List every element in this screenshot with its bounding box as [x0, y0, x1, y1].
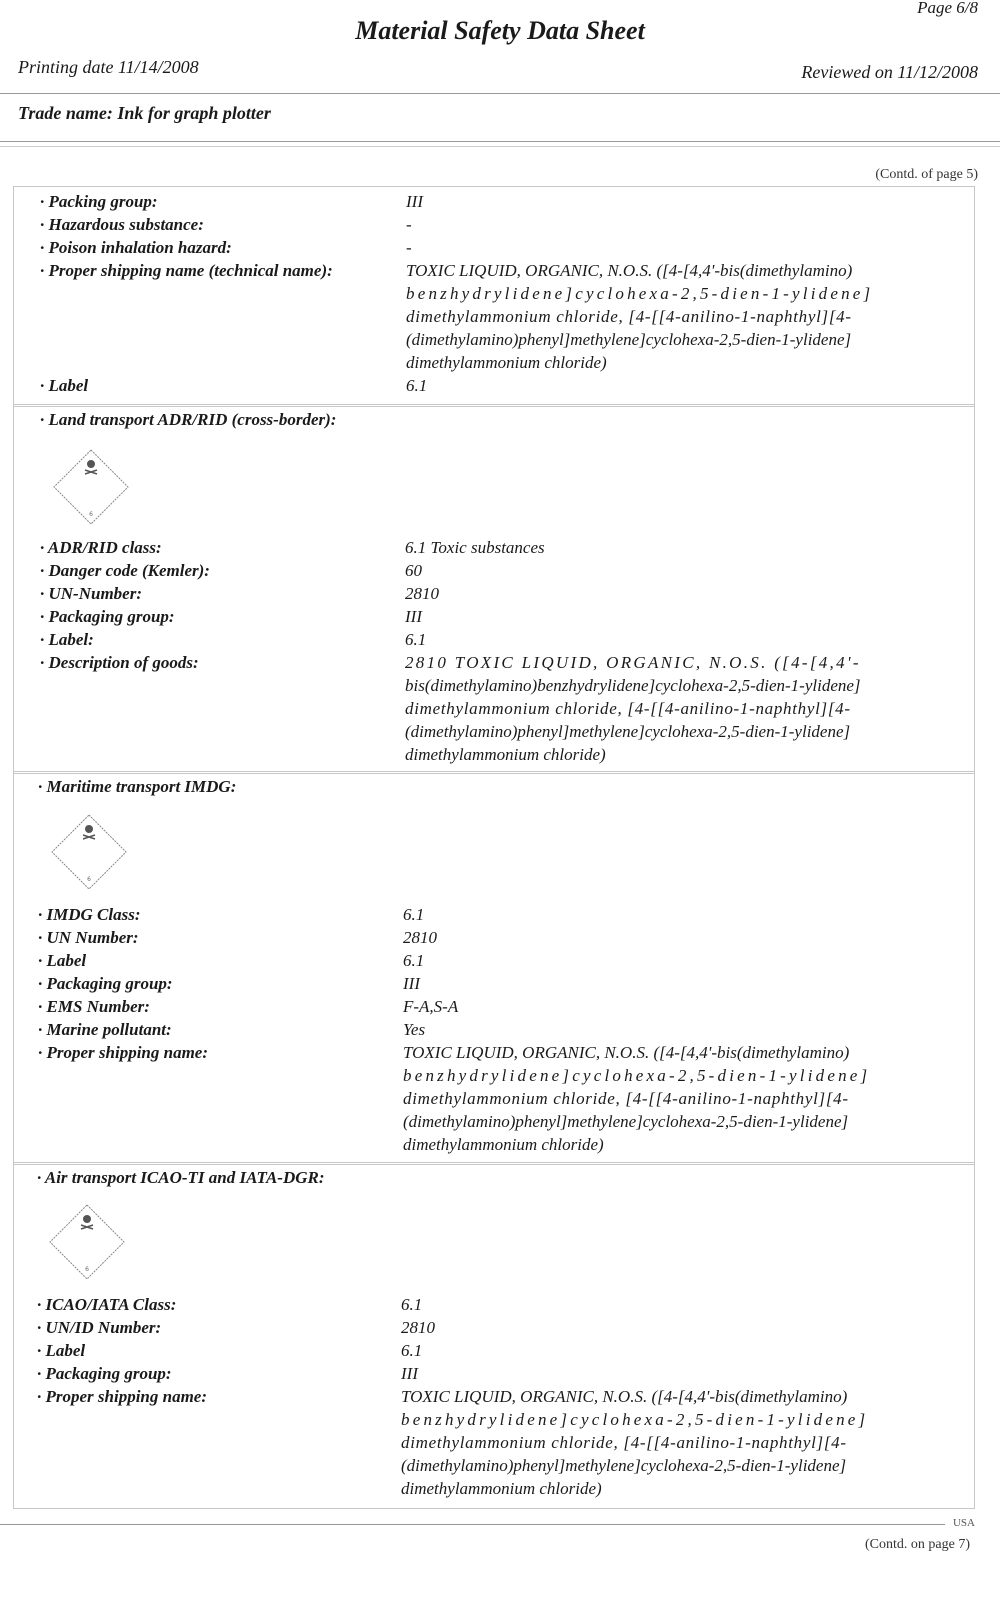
field-value: [403, 1041, 958, 1156]
adr-heading: · Land transport ADR/RID (cross-border):: [40, 410, 337, 429]
field-value: 2810: [405, 584, 439, 603]
value-line: TOXIC LIQUID, ORGANIC, N.O.S. ([4-[4,4'-bis(dimethylamino): [403, 1043, 850, 1062]
field-label: · UN Number:: [38, 928, 139, 947]
field-label: · Packaging group:: [38, 974, 173, 993]
field-value: III: [405, 607, 422, 626]
value-line: dimethylammonium chloride, [4-[[4-anilino-1-naphthyl][4-: [405, 699, 851, 718]
value-line: dimethylammonium chloride): [405, 745, 606, 764]
value-line: dimethylammonium chloride): [403, 1135, 604, 1154]
value-line: (dimethylamino)phenyl]methylene]cyclohexa-2,5-dien-1-ylidene]: [405, 722, 851, 741]
field-label: · Proper shipping name:: [37, 1387, 208, 1406]
field-value: 6.1: [403, 951, 425, 970]
field-label: · Marine pollutant:: [38, 1020, 172, 1039]
field-label: · EMS Number:: [38, 997, 150, 1016]
field-value: 6.1: [401, 1341, 423, 1360]
value-line: 2810 TOXIC LIQUID, ORGANIC, N.O.S. ([4-[4,4'-: [405, 653, 861, 672]
hazard-class-number: 6: [87, 876, 91, 883]
field-value: 60: [405, 561, 422, 580]
continued-from: (Contd. of page 5): [875, 167, 978, 182]
toxic-hazard-label-icon: [52, 448, 130, 526]
field-label: · Hazardous substance:: [40, 215, 204, 234]
value-line: (dimethylamino)phenyl]methylene]cyclohexa-2,5-dien-1-ylidene]: [403, 1112, 849, 1131]
field-label: · Packaging group:: [40, 607, 175, 626]
field-value: Yes: [403, 1020, 426, 1039]
header-divider: [0, 93, 1000, 94]
toxic-hazard-label-icon: [48, 1203, 126, 1281]
hazard-class-number: 6: [85, 1266, 89, 1273]
field-value: 6.1 Toxic substances: [405, 538, 545, 557]
field-label: · Packing group:: [40, 192, 158, 211]
field-value: 6.1: [403, 905, 425, 924]
trade-divider-2: [0, 146, 1000, 147]
value-line: dimethylammonium chloride): [406, 353, 607, 372]
value-line: dimethylammonium chloride): [401, 1479, 602, 1498]
value-line: dimethylammonium chloride, [4-[[4-anilino-1-naphthyl][4-: [403, 1089, 849, 1108]
field-value: [406, 259, 961, 374]
trade-name: Trade name: Ink for graph plotter: [18, 103, 271, 123]
value-line: dimethylammonium chloride, [4-[[4-anilino-1-naphthyl][4-: [406, 307, 852, 326]
field-label: · Description of goods:: [40, 653, 199, 672]
field-label: · Label: [40, 376, 89, 395]
country-code: USA: [952, 1517, 975, 1529]
value-line: bis(dimethylamino)benzhydrylidene]cyclohexa-2,5-dien-1-ylidene]: [405, 676, 861, 695]
value-line: benzhydrylidene]cyclohexa-2,5-dien-1-ylidene]: [403, 1066, 871, 1085]
page-number: Page 6/8: [917, 0, 978, 17]
field-label: · Proper shipping name:: [38, 1043, 209, 1062]
hazard-class-number: 6: [89, 511, 93, 518]
field-value: 6.1: [401, 1295, 423, 1314]
field-value: III: [406, 192, 423, 211]
field-label: · Poison inhalation hazard:: [40, 238, 232, 257]
field-label: · ICAO/IATA Class:: [37, 1295, 177, 1314]
value-line: TOXIC LIQUID, ORGANIC, N.O.S. ([4-[4,4'-bis(dimethylamino): [406, 261, 853, 280]
field-label: · UN-Number:: [40, 584, 142, 603]
field-value: F-A,S-A: [403, 997, 459, 1016]
field-value: 6.1: [405, 630, 427, 649]
value-line: benzhydrylidene]cyclohexa-2,5-dien-1-ylidene]: [406, 284, 874, 303]
field-value: -: [406, 215, 412, 234]
field-label: · Packaging group:: [37, 1364, 172, 1383]
field-label: · UN/ID Number:: [37, 1318, 162, 1337]
toxic-hazard-label-icon: [50, 813, 128, 891]
field-value: 2810: [403, 928, 437, 947]
value-line: dimethylammonium chloride, [4-[[4-anilino-1-naphthyl][4-: [401, 1433, 847, 1452]
field-label: · Label:: [40, 630, 94, 649]
trade-divider: [0, 141, 1000, 142]
field-value: 6.1: [406, 376, 428, 395]
value-line: (dimethylamino)phenyl]methylene]cyclohexa-2,5-dien-1-ylidene]: [401, 1456, 847, 1475]
value-line: (dimethylamino)phenyl]methylene]cyclohexa-2,5-dien-1-ylidene]: [406, 330, 852, 349]
field-value: III: [401, 1364, 418, 1383]
field-label: · Label: [38, 951, 87, 970]
value-line: TOXIC LIQUID, ORGANIC, N.O.S. ([4-[4,4'-bis(dimethylamino): [401, 1387, 848, 1406]
field-label: · ADR/RID class:: [40, 538, 162, 557]
continued-on: (Contd. on page 7): [865, 1537, 970, 1552]
printing-date: Printing date 11/14/2008: [18, 57, 199, 77]
document-title: Material Safety Data Sheet: [355, 16, 645, 45]
field-value: [401, 1385, 956, 1500]
reviewed-date: Reviewed on 11/12/2008: [801, 62, 978, 82]
air-heading: · Air transport ICAO-TI and IATA-DGR:: [37, 1168, 325, 1187]
imdg-heading: · Maritime transport IMDG:: [38, 777, 237, 796]
field-label: · Label: [37, 1341, 86, 1360]
field-label: · Proper shipping name (technical name):: [40, 261, 333, 280]
field-value: -: [406, 238, 412, 257]
field-value: III: [403, 974, 420, 993]
field-value: 2810: [401, 1318, 435, 1337]
field-label: · Danger code (Kemler):: [40, 561, 210, 580]
footer-divider: [0, 1524, 945, 1525]
value-line: benzhydrylidene]cyclohexa-2,5-dien-1-ylidene]: [401, 1410, 869, 1429]
field-label: · IMDG Class:: [38, 905, 141, 924]
field-value: [405, 651, 960, 766]
